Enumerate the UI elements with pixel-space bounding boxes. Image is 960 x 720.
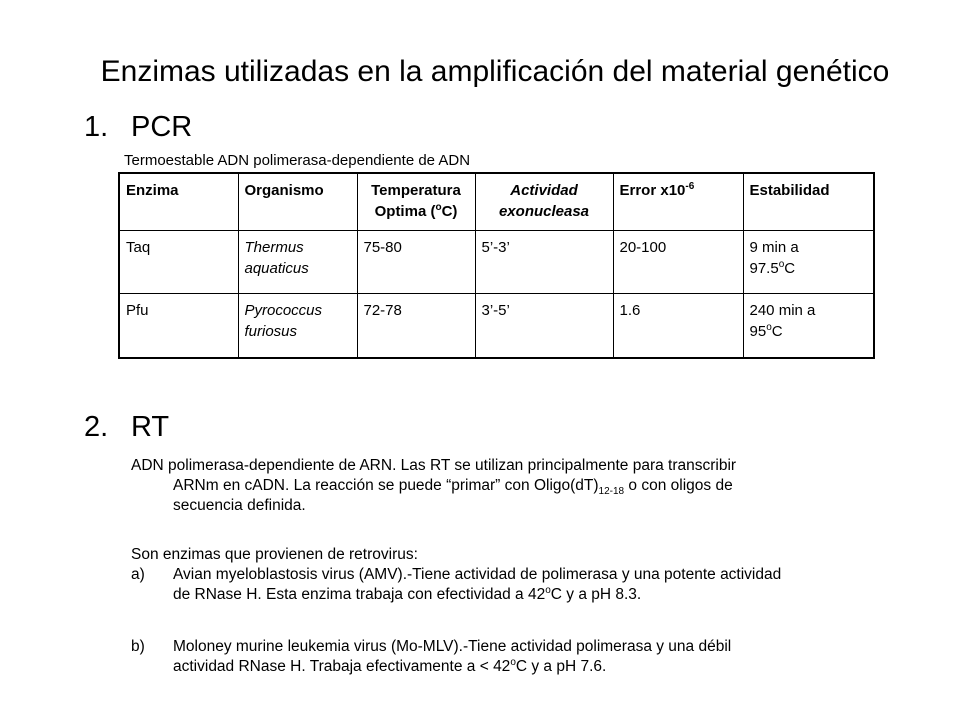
header-actividad-line2: exonucleasa — [498, 203, 590, 220]
section-number: 1. — [84, 111, 109, 143]
list-marker: b) — [131, 638, 145, 655]
list-item — [131, 637, 891, 677]
cell-error: 1.6 — [613, 294, 743, 358]
cell-temperatura: 75-80 — [357, 231, 475, 294]
list-line — [173, 657, 891, 677]
estabilidad-line1: 9 min a — [749, 239, 799, 256]
estabilidad-value: 97.5 — [749, 260, 779, 277]
header-temp-end: C) — [441, 203, 458, 220]
estabilidad-unit: C — [784, 260, 796, 277]
table-row — [119, 231, 874, 294]
cell-error: 20-100 — [613, 231, 743, 294]
rt-description — [131, 456, 891, 516]
cell-estabilidad — [743, 294, 874, 358]
estabilidad-sup: o — [766, 322, 772, 334]
section-label: RT — [131, 411, 170, 443]
organismo-genus: Pyrococcus — [244, 302, 323, 320]
list-text-part: C y a pH 8.3. — [550, 586, 642, 603]
cell-enzima: Taq — [119, 231, 238, 294]
organismo-species: furiosus — [244, 323, 298, 341]
header-temperatura — [357, 173, 475, 231]
header-temp-line1: Temperatura — [371, 182, 461, 199]
estabilidad-value: 95 — [749, 323, 767, 341]
rt-line: ADN polimerasa-dependiente de ARN. Las RT se utilizan principalmente para transcribir — [131, 457, 737, 474]
header-error-sup: -6 — [685, 181, 695, 192]
cell-temperatura: 72-78 — [357, 294, 475, 358]
rt-text: o con oligos de — [624, 477, 733, 494]
cell-actividad: 3’-5’ — [475, 294, 613, 358]
list-text — [173, 565, 891, 605]
rt-line: secuencia definida. — [173, 497, 306, 514]
estabilidad-unit: C — [771, 323, 783, 341]
rt-line — [131, 476, 891, 496]
table-row — [119, 294, 874, 358]
table-header-row — [119, 173, 874, 231]
header-error — [613, 173, 743, 231]
cell-estabilidad — [743, 231, 874, 294]
page-title: Enzimas utilizadas en la amplificación del material genético — [100, 55, 890, 88]
cell-organismo — [238, 294, 357, 358]
list-line: Avian myeloblastosis virus (AMV).-Tiene actividad de polimerasa y una potente actividad — [173, 566, 782, 583]
list-text-part: actividad RNase H. Trabaja efectivamente a < 42 — [173, 658, 511, 675]
cell-enzima: Pfu — [119, 294, 238, 358]
list-line — [173, 585, 891, 605]
list-text-part: de RNase H. Esta enzima trabaja con efectividad a 42 — [173, 586, 546, 603]
header-actividad — [475, 173, 613, 231]
header-estabilidad: Estabilidad — [743, 173, 874, 231]
header-temp-line2: Optima ( — [374, 203, 436, 220]
section-label: PCR — [131, 111, 193, 143]
cell-organismo — [238, 231, 357, 294]
list-marker: a) — [131, 566, 145, 583]
list-line: Moloney murine leukemia virus (Mo-MLV).-Tiene actividad polimerasa y una débil — [173, 638, 732, 655]
list-text — [173, 637, 891, 677]
cell-actividad: 5’-3’ — [475, 231, 613, 294]
header-error-label: Error x10 — [619, 182, 686, 199]
list-item — [131, 565, 891, 605]
pcr-subtitle: Termoestable ADN polimerasa-dependiente de ADN — [124, 152, 471, 169]
header-enzima: Enzima — [119, 173, 238, 231]
degree-sup: o — [510, 656, 516, 668]
oligo-subscript: 12-18 — [598, 486, 625, 498]
rt-intro: Son enzimas que provienen de retrovirus: — [131, 546, 418, 563]
section-number: 2. — [84, 411, 109, 443]
list-text-part: C y a pH 7.6. — [515, 658, 607, 675]
enzyme-table — [118, 172, 875, 359]
header-organismo: Organismo — [238, 173, 357, 231]
estabilidad-sup: o — [778, 259, 785, 270]
organismo-genus: Thermus — [244, 239, 304, 256]
header-temp-sup: o — [435, 202, 442, 213]
header-actividad-line1: Actividad — [510, 182, 578, 199]
organismo-species: aquaticus — [244, 260, 309, 277]
rt-text: ARNm en cADN. La reacción se puede “primar” con Oligo(dT) — [173, 477, 599, 494]
estabilidad-line1: 240 min a — [749, 302, 816, 320]
degree-sup: o — [545, 584, 551, 596]
